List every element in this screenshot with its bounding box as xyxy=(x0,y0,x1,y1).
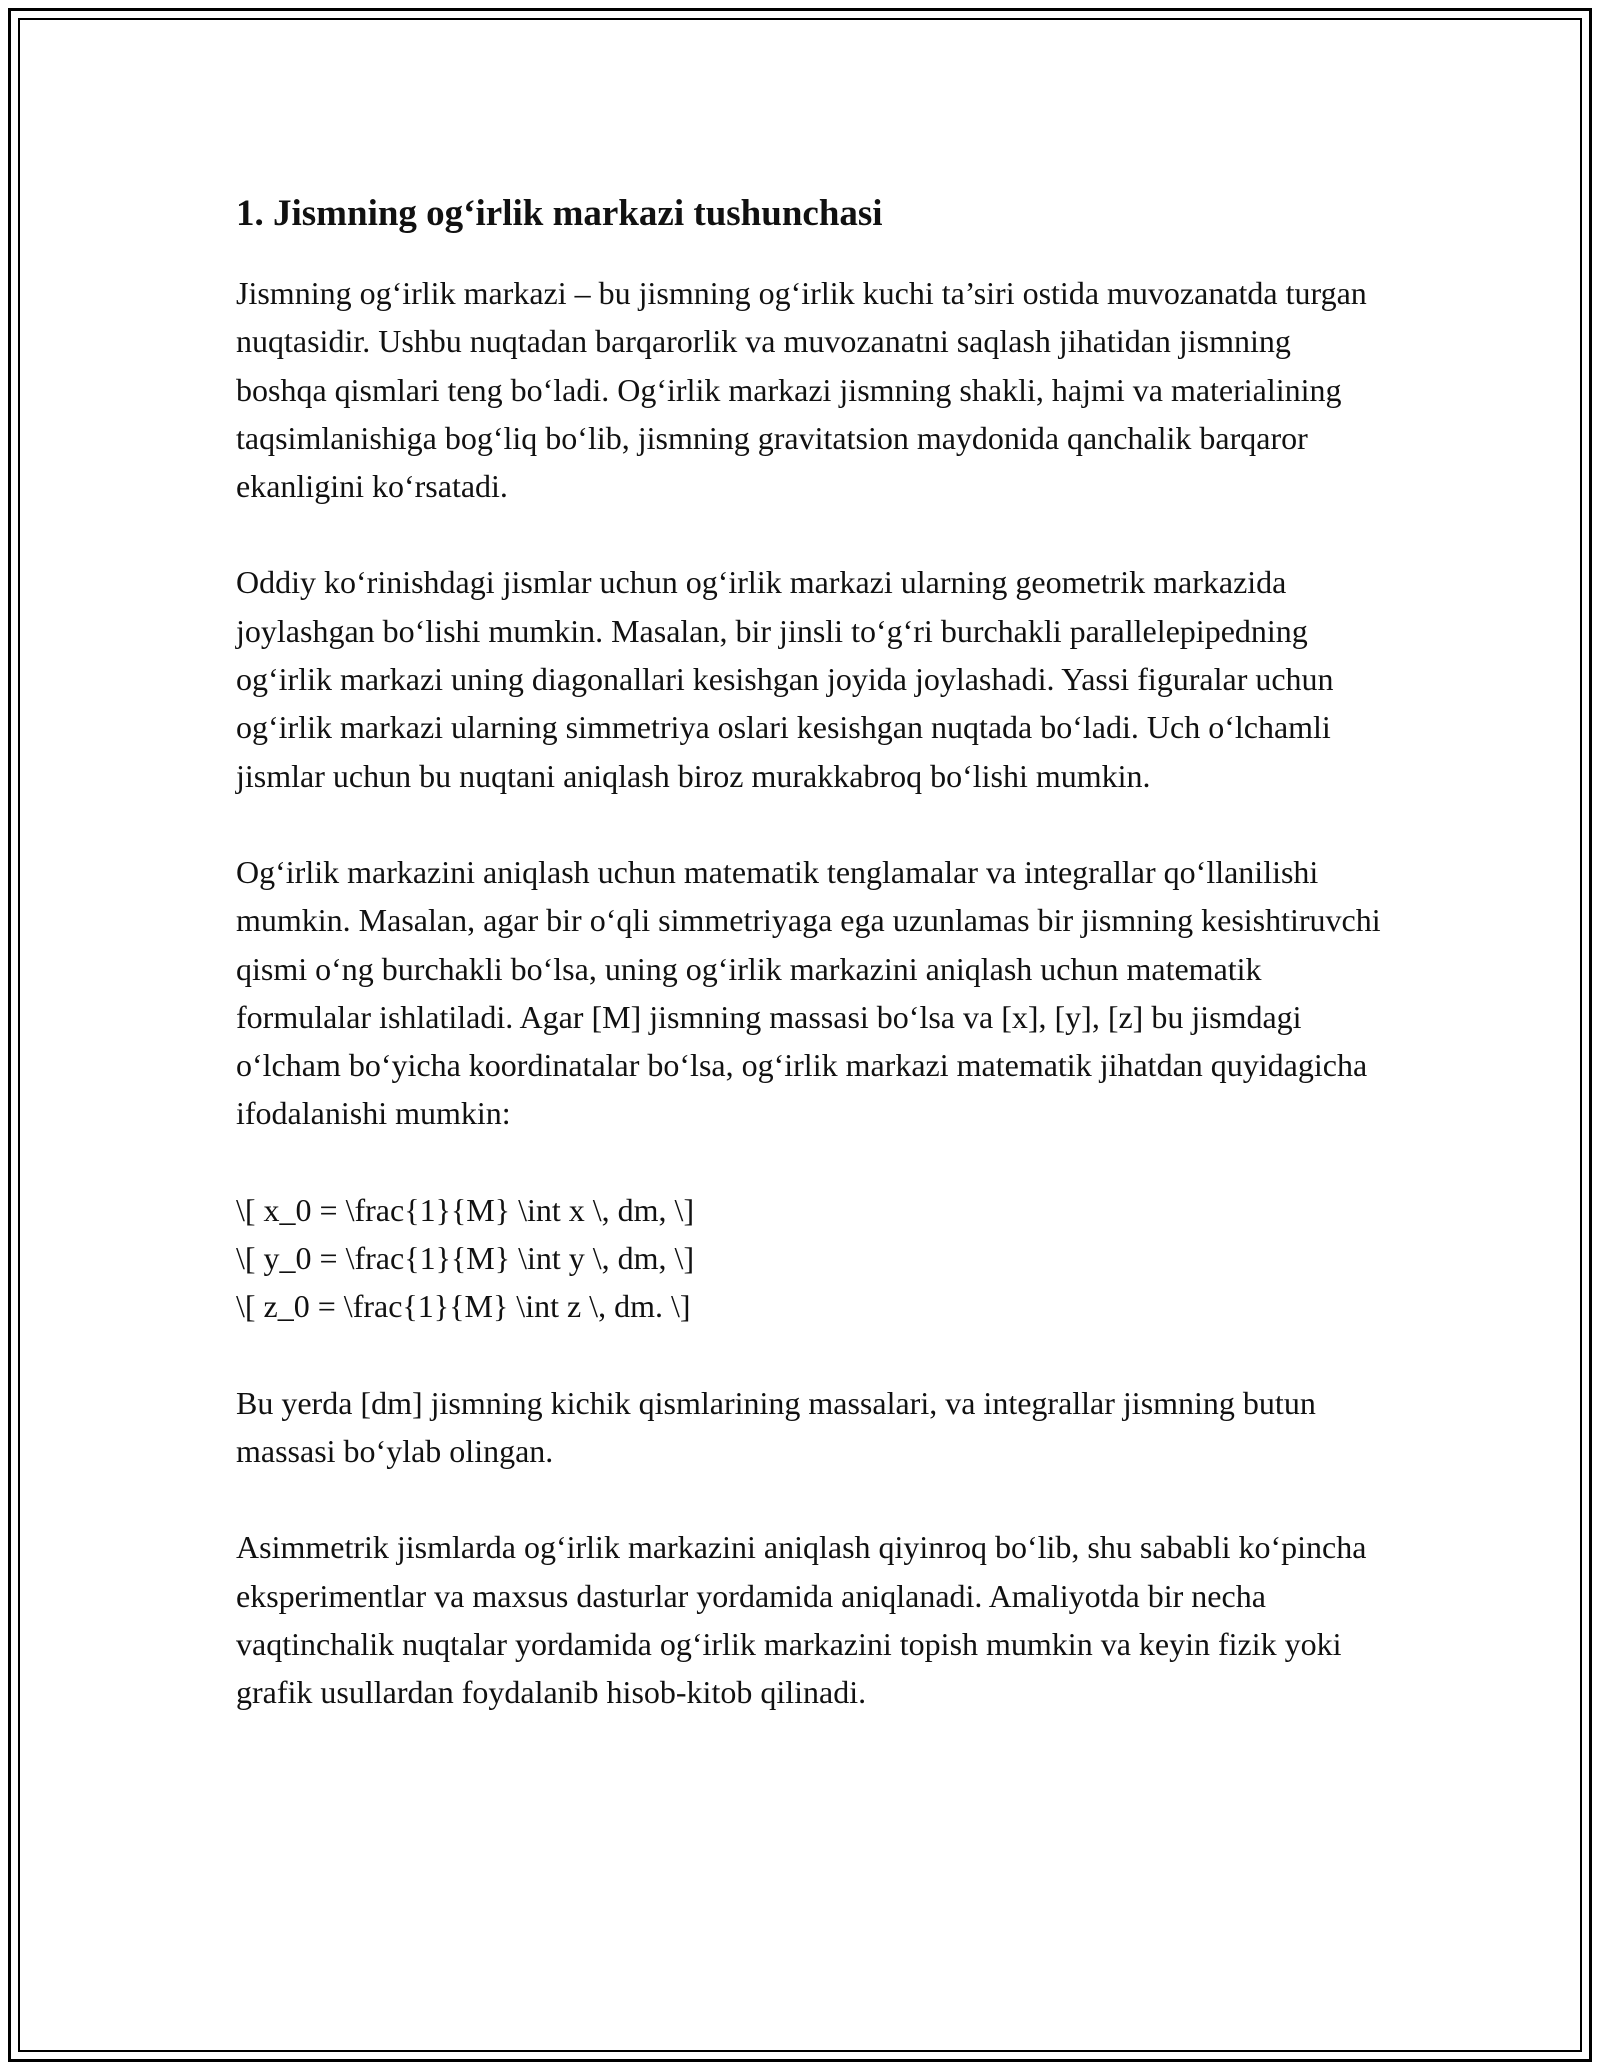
formula-x0: \[ x_0 = \frac{1}{M} \int x \, dm, \] xyxy=(236,1191,695,1228)
document-body xyxy=(236,186,1386,1764)
paragraph-definition: Jismning og‘irlik markazi – bu jismning og‘irlik kuchi ta’siri ostida muvozanatda turgan nuqtasidir. Ushbu nuqtadan barqarorlik va muvozanatni saqlash jihatidan jismning boshqa qismlari teng bo‘ladi. Og‘irlik markazi jismning shakli, hajmi va materialining taqsimlanishiga bog‘liq bo‘lib, jismning gravitatsion maydonida qanchalik barqaror ekanligini ko‘rsatadi. xyxy=(236,275,1367,505)
paragraph-simple-bodies: Oddiy ko‘rinishdagi jismlar uchun og‘irlik markazi ularning geometrik markazida joylashgan bo‘lishi mumkin. Masalan, bir jinsli to‘g‘ri burchakli parallelepipedning og‘irlik markazi uning diagonallari kesishgan joyida joylashadi. Yassi figuralar uchun og‘irlik markazi ularning simmetriya oslari kesishgan nuqtada bo‘ladi. Uch o‘lchamli jismlar uchun bu nuqtani aniqlash biroz murakkabroq bo‘lishi mumkin. xyxy=(236,564,1334,794)
paragraph-math-intro: Og‘irlik markazini aniqlash uchun matematik tenglamalar va integrallar qo‘llanilishi mumkin. Masalan, agar bir o‘qli simmetriyaga ega uzunlamas bir jismning kesishtiruvchi qismi o‘ng burchakli bo‘lsa, uning og‘irlik markazini aniqlash uchun matematik formulalar ishlatiladi. Agar [M] jismning massasi bo‘lsa va [x], [y], [z] bu jismdagi o‘lcham bo‘yicha koordinatalar bo‘lsa, og‘irlik markazi matematik jihatdan quyidagicha ifodalanishi mumkin: xyxy=(236,853,1381,1132)
formula-z0: \[ z_0 = \frac{1}{M} \int z \, dm. \] xyxy=(236,1288,691,1325)
formula-y0: \[ y_0 = \frac{1}{M} \int y \, dm, \] xyxy=(236,1240,695,1277)
section-heading: 1. Jismning og‘irlik markazi tushunchasi xyxy=(236,193,883,234)
paragraph-asymmetric-bodies: Asimmetrik jismlarda og‘irlik markazini aniqlash qiyinroq bo‘lib, shu sababli ko‘pincha eksperimentlar va maxsus dasturlar yordamida aniqlanadi. Amaliyotda bir necha vaqtinchalik nuqtalar yordamida og‘irlik markazini topish mumkin va keyin fizik yoki grafik usullardan foydalanib hisob-kitob qilinadi. xyxy=(236,1529,1367,1711)
paragraph-dm-explanation: Bu yerda [dm] jismning kichik qismlarining massalari, va integrallar jismning butun massasi bo‘ylab olingan. xyxy=(236,1384,1316,1469)
formula-block xyxy=(236,1186,1386,1331)
